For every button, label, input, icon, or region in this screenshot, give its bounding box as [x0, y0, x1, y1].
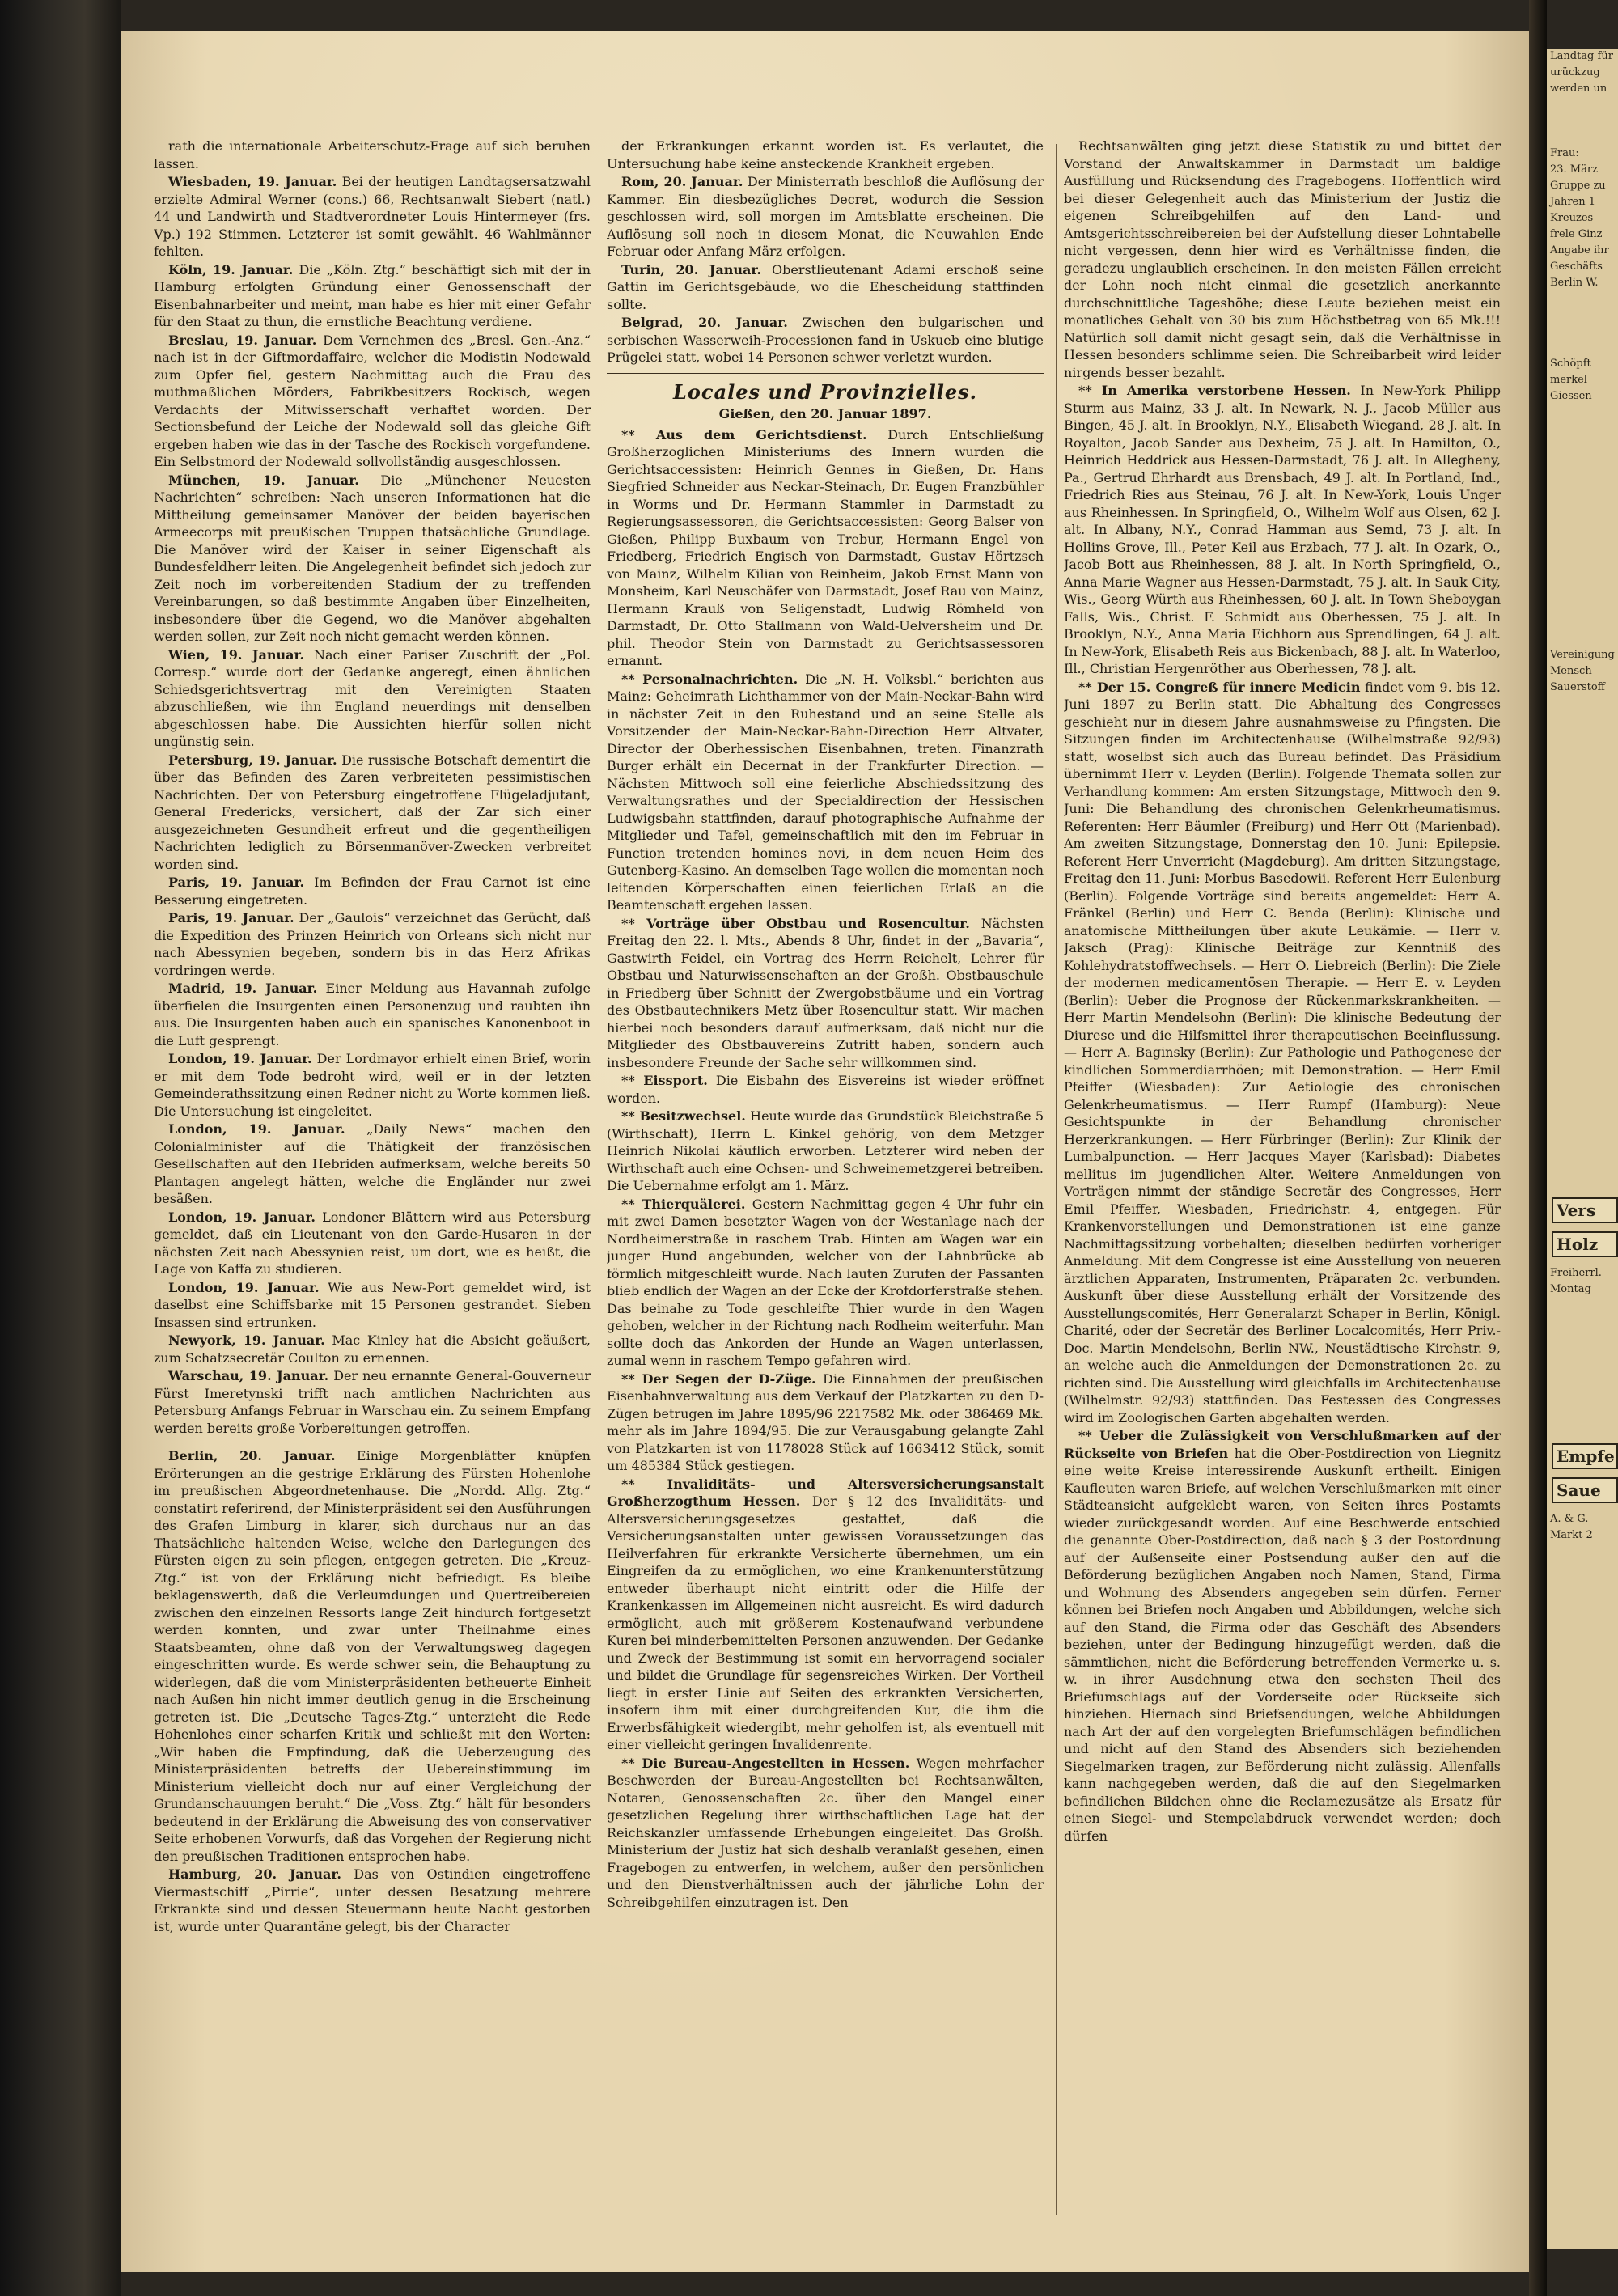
- item-heading: ** Invaliditäts- und Altersversicherungsanstalt Großherzogthum Hessen.: [607, 1476, 1044, 1509]
- local-item: [607, 1108, 1044, 1195]
- ad-box: Empfe: [1552, 1443, 1618, 1469]
- fragment: Montag: [1550, 1283, 1591, 1295]
- news-item: [154, 752, 591, 874]
- fragment: Sauerstoff: [1550, 681, 1605, 693]
- fragment: Freiherrl.: [1550, 1267, 1602, 1279]
- dateline: Wiesbaden, 19. Januar.: [168, 174, 337, 189]
- news-item: [154, 472, 591, 646]
- item-text: Heute wurde das Grundstück Bleichstraße 5 (Wirthschaft), Herrn L. Kinkel gehörig, von dem Metzger Heinrich Nikolai käuflich erworben. Letzterer wird neben der Wirthschaft auch eine Ochsen- und Schweinemetzgerei betreiben. Die Uebernahme erfolgt am 1. März.: [607, 1108, 1044, 1193]
- fragment: urückzug: [1550, 66, 1600, 78]
- news-text: Londoner Blättern wird aus Petersburg gemeldet, daß ein Lieutenant von den Garde-Husaren in der nächsten Zeit nach Abessynien reist, um dort, wie es heißt, die Lage von Kaffa zu studieren.: [154, 1209, 591, 1277]
- item-heading: ** Vorträge über Obstbau und Rosencultur.: [621, 915, 970, 931]
- fragment: merkel: [1550, 374, 1587, 386]
- news-item: [154, 173, 591, 261]
- local-item: [1064, 1427, 1501, 1845]
- news-text: Dem Vernehmen des „Bresl. Gen.-Anz.“ nach ist in der Giftmordaffaire, welcher die Modistin Nodewald zum Opfer fiel, gestern Nachmittag auch die Frau des muthmaßlichen Mörders, Fabrikbesitzers Rockisch, wegen Verdachts der Mitwisserschaft verhaftet worden. Der Sectionsbefund der Leiche der Nodewald soll das gleiche Gift ergeben haben wie das in der Tasche des Rockisch vorgefundene. Ein Selbstmord der Nodewald sollvollständig ausgeschlossen.: [154, 332, 591, 469]
- fragment: frele Ginz: [1550, 228, 1603, 240]
- news-item: [154, 1332, 591, 1366]
- column-1: [154, 138, 591, 2241]
- news-text: Nach einer Pariser Zuschrift der „Pol. Corresp.“ wurde dort der Gedanke angeregt, einen ähnlichen Schiedsgerichtsvertrag mit den Vereinigten Staaten abzuschließen, wie ihn England neuerdings mit denselben abgeschlossen habe. Die Aussichten hierfür sollen nicht ungünstig sein.: [154, 646, 591, 749]
- article-continuation: der Erkrankungen erkannt worden ist. Es verlautet, die Untersuchung habe keine ansteckende Krankheit ergeben.: [607, 138, 1044, 172]
- item-text: Der § 12 des Invaliditäts- und Altersversicherungsgesetzes gestattet, daß die Versicherungsanstalten unter gewissen Voraussetzungen das Heilverfahren für erkrankte Versicherte übernehmen, um ein Eingreifen da zu ermöglichen, wo eine Krankenunterstützung entweder überhaupt nicht eintritt oder die Hilfe der Krankenkassen im Allgemeinen nicht ausreicht. Es wird dadurch ermöglicht, auch mit größerem Kostenaufwand verbundene Kuren bei minderbemittelten Personen anzuwenden. Der Gedanke und Zweck der Bestimmung ist somit ein hervorragend socialer und bildet die Grundlage für segensreiches Wirken. Der Vortheil liegt in erster Linie auf Seiten des erkrankten Versicherten, insofern ihm mit einer durchgreifenden Kur, die ihm die Erwerbsfähigkeit wiedergibt, mehr geholfen ist, als eventuell mit einer vielleicht geringen Invalidenrente.: [607, 1493, 1044, 1752]
- item-heading: ** Der 15. Congreß für innere Medicin: [1078, 679, 1361, 695]
- item-heading: ** Thierquälerei.: [621, 1196, 746, 1212]
- dateline: London, 19. Januar.: [168, 1279, 320, 1295]
- news-text: Die russische Botschaft dementirt die über das Befinden des Zaren verbreiteten pessimistischen Nachrichten. Der von Petersburg eingetroffene Flügeladjutant, General Fredericks, versichert, daß der Zar sich einer ausgezeichneten Gesundheit erfreut und die gegentheiligen Nachrichten lediglich zu Börsenmanöver-Zwecken verbreitet worden sind.: [154, 752, 591, 872]
- fragment: Giessen: [1550, 390, 1592, 402]
- dateline: München, 19. Januar.: [168, 472, 359, 488]
- item-text: Die Einnahmen der preußischen Eisenbahnverwaltung aus dem Verkauf der Platzkarten zu den D-Zügen betrugen im Jahre 1895/96 2217582 Mk. oder 386469 Mk. mehr als im Jahre 1894/95. Die zur Verausgabung gelangte Zahl von Platzkarten ist von 1178028 Stück auf 1663412 Stück, somit um 485384 Stück gestiegen.: [607, 1370, 1044, 1473]
- column-3: [1064, 138, 1501, 2241]
- news-text: Die „Köln. Ztg.“ beschäftigt sich mit der in Hamburg erfolgten Gründung einer Genossenschaft der Eisenbahnarbeiter und meint, man habe es hier mit einer Gefahr für den Staat zu thun, die ernstliche Beachtung verdiene.: [154, 261, 591, 329]
- fragment: Vereinigung: [1550, 649, 1615, 661]
- column-2: [607, 138, 1044, 2241]
- dateline: Hamburg, 20. Januar.: [168, 1866, 341, 1882]
- news-text: Der Ministerrath beschloß die Auflösung der Kammer. Ein diesbezügliches Decret, wodurch die Session geschlossen wird, soll morgen im Amtsblatte erscheinen. Die Auflösung soll noch in diesem Monat, die Neuwahlen Ende Februar oder Anfang März erfolgen.: [607, 174, 1044, 259]
- news-item: [154, 332, 591, 471]
- news-text: Zwischen den bulgarischen und serbischen Wasserweih-Processionen fand in Uskueb eine blutige Prügelei statt, wobei 14 Personen schwer verletzt wurden.: [607, 315, 1044, 365]
- item-text: Nächsten Freitag den 22. l. Mts., Abends 8 Uhr, findet in der „Bavaria“, Gastwirth Feidel, ein Vortrag des Herrn Reichelt, Lehrer für Obstbau und Naturwissenschaften an der Großh. Obstbauschule in Friedberg über Schnitt der Zwergobstbäume und ein Vortrag des Obstbautechnikers Metz über Rosencultur statt. Wir machen hierbei noch besonders darauf aufmerksam, daß nicht nur die Mitglieder des Obstbauvereins Zutritt haben, sondern auch insbesondere Freunde der Sache sehr willkommen sind.: [607, 915, 1044, 1070]
- dateline: Wien, 19. Januar.: [168, 646, 305, 663]
- fragment: Geschäfts: [1550, 261, 1603, 273]
- dateline: Turin, 20. Januar.: [621, 261, 761, 277]
- news-text: Wie aus New-Port gemeldet wird, ist daselbst eine Schiffsbarke mit 15 Personen gestrandet. Sieben Insassen sind ertrunken.: [154, 1279, 591, 1330]
- news-item: [154, 1120, 591, 1208]
- fragment: Angabe ihr: [1550, 244, 1609, 256]
- adjacent-page-edge: [1547, 49, 1618, 2249]
- section-title: Locales und Provinzielles.: [673, 379, 977, 404]
- item-heading: ** Personalnachrichten.: [621, 671, 798, 687]
- item-text: Durch Entschließung Großherzoglichen Ministeriums des Innern wurden die Gerichtsaccessisten: Heinrich Gennes in Gießen, Dr. Hans Siegfried Schneider aus Neckar-Steinach, Dr. Eugen Franzbühler in Worms und Dr. Hermann Stammler in Darmstadt zu Regierungsassessoren, die Gerichtsaccessisten: Georg Balser von Gießen, Philipp Buxbaum von Trebur, Hermann Engel von Friedberg, Friedrich Engisch von Darmstadt, Gustav Hörtzsch von Mainz, Wilhelm Kilian von Reinheim, Jakob Ernst Mann von Monsheim, Karl Neuschäfer von Darmstadt, Josef Rau von Mainz, Hermann Krauß von Seligenstadt, Ludwig Römheld von Darmstadt, Dr. Otto Stallmann von Wald-Uelversheim und Dr. phil. Theodor Stein von Darmstadt zu Gerichtsassessoren ernannt.: [607, 426, 1044, 668]
- column-rule-2: [1056, 144, 1057, 2215]
- local-item: [607, 1072, 1044, 1107]
- news-item: [154, 261, 591, 331]
- fragment: Gruppe zu: [1550, 180, 1606, 192]
- news-item: [607, 173, 1044, 261]
- book-binding: [0, 0, 121, 2296]
- item-heading: ** Ueber die Zulässigkeit von Verschlußmarken auf der Rückseite von Briefen: [1064, 1428, 1501, 1461]
- item-heading: ** In Amerika verstorbene Hessen.: [1078, 383, 1351, 398]
- local-item: [607, 671, 1044, 914]
- item-heading: ** Der Segen der D-Züge.: [621, 1370, 816, 1387]
- fragment: Markt 2: [1550, 1529, 1593, 1541]
- news-text: Oberstlieutenant Adami erschoß seine Gattin im Gerichtsgebäude, wo die Ehescheidung stattfinden sollte.: [607, 261, 1044, 312]
- news-text: Mac Kinley hat die Absicht geäußert, zum Schatzsecretär Coulton zu ernennen.: [154, 1332, 591, 1366]
- fragment: Landtag für: [1550, 50, 1613, 62]
- news-item: [154, 1447, 591, 1865]
- news-item: [607, 314, 1044, 366]
- news-item: [154, 874, 591, 909]
- fragment: Mensch: [1550, 665, 1592, 677]
- dateline: Berlin, 20. Januar.: [168, 1448, 336, 1464]
- local-dateline: Gießen, den 20. Januar 1897.: [718, 406, 932, 421]
- item-text: hat die Ober-Postdirection von Liegnitz eine weite Kreise interessirende Auskunft ertheilt. Einigen Kaufleuten waren Briefe, auf welchen Verschlußmarken mit einer Städteansicht aufgeklebt waren, von Seiten ihres Postamts wieder zurückgesandt worden. Auf eine Beschwerde entschied die genannte Ober-Postdirection, daß nach § 3 der Postordnung auf der Außenseite einer Postsendung außer den auf die Beförderung bezüglichen Angaben noch Namen, Stand, Firma und Wohnung des Absenders angegeben sein dürfen. Ferner können bei Briefen noch Angaben und Abbildungen, welche sich auf den Stand, die Firma oder das Geschäft des Absenders beziehen, unter der Bedingung hinzugefügt werden, daß die sämmtlichen, nicht die Beförderung betreffenden Vermerke u. s. w. in ihrer Ausdehnung etwa den sechsten Theil des Briefumschlags auf der Vorderseite oder Rückseite sich hinziehen. Hiernach sind Briefsendungen, welche Abbildungen nach Art der auf den vorgelegten Briefumschlägen befindlichen und nicht auf den Stand des Absenders sich beziehenden Siegelmarken tragen, zur Beförderung nicht zulässig. Allenfalls kann nachgegeben werden, daß die auf den Siegelmarken befindlichen Bildchen ohne die Reclamezusätze als Ersatz für einen Siegel- und Stempelabdruck verwendet werden; doch dürfen: [1064, 1445, 1501, 1844]
- ad-box: Vers: [1552, 1197, 1618, 1223]
- news-text: Einige Morgenblätter knüpfen Erörterungen an die gestrige Erklärung des Fürsten Hohenlohe im preußischen Abgeordnetenhause. Die „Nordd. Allg. Ztg.“ constatirt referirend, der Ministerpräsident sei den Ausführungen des Grafen Limburg in klarer, sich durchaus nur an das Thatsächliche haltenden Weise, welche den Darlegungen des Fürsten eigen zu sein pflegen, entgegen getreten. Die „Kreuz-Ztg.“ ist von der Erklärung nicht befriedigt. Es bleibe beklagenswerth, daß die Verleumdungen und Quertreibereien zwischen den einzelnen Ressorts lange Zeit hindurch fortgesetzt werden konnten, und zwar unter Theilnahme eines Staatsbeamten, ohne daß von der Verwaltungsweg dagegen eingeschritten wurde. Es werde schwer sein, die Behauptung zu widerlegen, daß die vom Ministerpräsidenten betheuerte Einheit nach Außen hin nicht immer deutlich genug in die Erscheinung getreten ist. Die „Deutsche Tages-Ztg.“ unterzieht die Rede Hohenlohes einer scharfen Kritik und schließt mit den Worten: „Wir haben die Empfindung, daß die Ueberzeugung des Ministerpräsidenten betreffs der Uebereinstimmung im Ministerium vielleicht doch nur auf einer Vergleichung der Grundanschauungen beruht.“ Die „Voss. Ztg.“ hält für besonders bedeutend in der Erklärung die Abweisung des von conservativer Seite erhobenen Vorwurfs, daß das Vorgehen der Regierung nicht den preußischen Traditionen entsprochen habe.: [154, 1448, 591, 1864]
- dateline: Petersburg, 19. Januar.: [168, 752, 337, 768]
- news-item: [607, 261, 1044, 314]
- dateline: Warschau, 19. Januar.: [168, 1368, 329, 1383]
- dateline: Breslau, 19. Januar.: [168, 332, 317, 348]
- dateline: Paris, 19. Januar.: [168, 910, 294, 926]
- ad-box: Holz: [1552, 1231, 1618, 1257]
- book-gutter: [1529, 0, 1547, 2296]
- article-continuation: Rechtsanwälten ging jetzt diese Statistik zu und bittet der Vorstand der Anwaltskammer in Darmstadt um baldige Ausfüllung und Rücksendung des Fragebogens. Hoffentlich wird bei dieser Gelegenheit auch das Ministerium der Justiz die eigenen Schreibgehilfen auf den Land- und Amtsgerichtsschreibereien bei der Aufstellung dieser Lohntabelle nicht vergessen, denn hier wird es Verhältnisse finden, die geradezu unglaublich erscheinen. In den meisten Fällen erreicht der Lohn noch nicht einmal die gesetzlich anerkannte durchschnittliche Tageshöhe; diese Leute beziehen meist ein monatliches Gehalt von 30 bis zum Höchstbetrag von 65 Mk.!!! Natürlich soll damit nicht gesagt sein, daß die Verhältnisse in Hessen besonders schlimme seien. Die Schreibarbeit wird leider nirgends besser bezahlt.: [1064, 138, 1501, 380]
- item-heading: ** Die Bureau-Angestellten in Hessen.: [621, 1755, 910, 1771]
- dateline: London, 19. Januar.: [168, 1051, 312, 1066]
- article-continuation: rath die internationale Arbeiterschutz-Frage auf sich beruhen lassen.: [154, 138, 591, 172]
- news-item: [154, 1050, 591, 1120]
- dateline: Madrid, 19. Januar.: [168, 981, 318, 996]
- dateline: Belgrad, 20. Januar.: [621, 315, 788, 330]
- item-text: Die Eisbahn des Eisvereins ist wieder eröffnet worden.: [607, 1073, 1044, 1106]
- news-text: Einer Meldung aus Havannah zufolge überfielen die Insurgenten einen Personenzug und raubten ihn aus. Die Insurgenten haben auch ein spanisches Kanonenboot in die Luft gesprengt.: [154, 981, 591, 1048]
- local-item: [607, 915, 1044, 1072]
- fragment: A. & G.: [1550, 1513, 1589, 1525]
- fragment: Kreuzes: [1550, 212, 1594, 224]
- local-item: [607, 1196, 1044, 1370]
- newspaper-page: [121, 31, 1529, 2272]
- dateline: Newyork, 19. Januar.: [168, 1332, 325, 1348]
- local-item: [1064, 382, 1501, 678]
- news-item: [154, 1279, 591, 1332]
- local-item: [607, 1370, 1044, 1475]
- fragment: Jahren 1: [1550, 196, 1596, 208]
- news-text: Im Befinden der Frau Carnot ist eine Besserung eingetreten.: [154, 875, 591, 908]
- dateline: Rom, 20. Januar.: [621, 174, 743, 189]
- fragment: werden un: [1550, 83, 1607, 95]
- news-item: [154, 646, 591, 751]
- section-divider: [607, 373, 1044, 375]
- dateline: London, 19. Januar.: [168, 1121, 345, 1137]
- local-item: [607, 426, 1044, 670]
- news-item: [154, 909, 591, 979]
- item-text: In New-York Philipp Sturm aus Mainz, 33 J. alt. In Newark, N. J., Jacob Müller aus Bingen, 45 J. alt. In Brooklyn, N.Y., Elisabeth Wiegand, 28 J. alt. In Royalton, Jacob Sander aus Dexheim, 75 J. alt. In Hamilton, O., Heinrich Heddrick aus Hessen-Darmstadt, 76 J. alt. In Allegheny, Pa., Gertrud Ehrhardt aus Brensbach, 49 J. alt. In Portland, Ind., Friedrich Ries aus Steinau, 76 J. alt. In New-York, Louis Unger aus Rheinhessen. In Springfield, O., Wilhelm Wolf aus Olsen, 62 J. alt. In Albany, N.Y., Conrad Hamman aus Semd, 73 J. alt. In Hollins Grove, Ill., Peter Keil aus Erzbach, 77 J. alt. In Ozark, O., Jacob Bott aus Rheinhessen, 88 J. alt. In North Springfield, O., Anna Marie Wagner aus Hessen-Darmstadt, 75 J. alt. In Sauk City, Wis., Georg Würth aus Rheinhessen, 60 J. alt. In Town Sheboygan Falls, Wis., Christ. F. Schmidt aus Oberhessen, 75 J. alt. In Brooklyn, N.Y., Anna Maria Eichhorn aus Sprendlingen, 64 J. alt. In New-York, Elisabeth Reis aus Bickenbach, 88 J. alt. In Waterloo, Ill., Christian Hergenröther aus Oberhessen, 78 J. alt.: [1064, 383, 1501, 676]
- news-text: Der neu ernannte General-Gouverneur Fürst Imeretynski trifft nach amtlichen Nachrichten aus Petersburg Anfangs Februar in Warschau ein. Zu seinem Empfang werden bereits große Vorbereitungen getroffen.: [154, 1368, 591, 1436]
- news-text: Die „Münchener Neuesten Nachrichten“ schreiben: Nach unseren Informationen hat die Mittheilung gemeinsamer Manöver der beiden bayerischen Armeecorps mit preußischen Truppen thatsächliche Grundlage. Die Manöver wird der Kaiser in seiner Eigenschaft als Bundesfeldherr leiten. Die Angelegenheit befindet sich jedoch zur Zeit noch im vorbereitenden Stadium der zu treffenden Vereinbarungen, so daß bestimmte Angaben über Einzelheiten, insbesondere über die Gegend, wo die Manöver abgehalten werden sollen, zur Zeit noch nicht gemacht werden können.: [154, 472, 591, 644]
- item-heading: ** Eissport.: [621, 1073, 708, 1088]
- item-text: findet vom 9. bis 12. Juni 1897 zu Berlin statt. Die Abhaltung des Congresses geschieht nur in diesem Jahre ausnahmsweise zu Pfingsten. Die Sitzungen finden im Architectenhause (Wilhelmstraße 92/93) statt, woselbst sich auch das Bureau befindet. Das Präsidium übernimmt Herr v. Leyden (Berlin). Folgende Themata sollen zur Verhandlung kommen: Am ersten Sitzungstage, Mittwoch den 9. Juni: Die Behandlung des chronischen Gelenkrheumatismus. Referenten: Herr Bäumler (Freiburg) und Herr Ott (Marienbad). Am zweiten Sitzungstage, Donnerstag den 10. Juni: Epilepsie. Referent Herr Unverricht (Magdeburg). Am dritten Sitzungstage, Freitag den 11. Juni: Morbus Basedowii. Referent Herr Eulenburg (Berlin). Folgende Vorträge sind bereits angemeldet: Herr A. Fränkel (Berlin) und Herr C. Benda (Berlin): Klinische und anatomische Mittheilungen über akute Leukämie. — Herr v. Jaksch (Prag): Klinische Beiträge zur Kenntniß des Kohlehydratstoffwechsels. — Herr O. Liebreich (Berlin): Die Ziele der modernen medicamentösen Therapie. — Herr E. v. Leyden (Berlin): Ueber die Prognose der Rückenmarkskrankheiten. — Herr Martin Mendelsohn (Berlin): Die klinische Bedeutung der Diurese und die Hilfsmittel ihrer therapeutischen Beeinflussung. — Herr A. Baginsky (Berlin): Zur Pathologie und Pathogenese der kindlichen Sommerdiarrhöen; mit Demonstration. — Herr Emil Pfeiffer (Wiesbaden): Zur Aetiologie des chronischen Gelenkrheumatismus. — Herr Rumpf (Hamburg): Neue Gesichtspunkte in der Behandlung chronischer Herzerkrankungen. — Herr Fürbringer (Berlin): Zur Klinik der Lumbalpunction. — Herr Jacques Mayer (Karlsbad): Diabetes mellitus im jugendlichen Alter. Weitere Anmeldungen von Vorträgen nimmt der ständige Secretär des Congresses, Herr Emil Pfeiffer, Wiesbaden, Friedrichstr. 4, entgegen. Für Krankenvorstellungen und Demonstrationen ist eine ganze Nachmittagssitzung vorbehalten; dieselben bedürfen vorheriger Anmeldung. Mit dem Congresse ist eine Ausstellung von neueren ärztlichen Apparaten, Instrumenten, Präparaten 2c. verbunden. Auskunft über diese Ausstellung erhält der Vorsitzende des Ausstellungscomités, Herr Generalarzt Schaper in Berlin, Königl. Charité, oder der Secretär des Berliner Localcomités, Herr Priv.-Doc. Martin Mendelsohn, Berlin NW., Neustädtische Kirchstr. 9, an welche auch die Anmeldungen der Demonstrationen 2c. zu richten sind. Die Ausstellung wird gleichfalls im Architectenhause (Wilhelmstr. 92/93) stattfinden. Das Festessen des Congresses wird im Zoologischen Garten abgehalten werden.: [1064, 679, 1501, 1425]
- news-item: [154, 1209, 591, 1278]
- item-text: Wegen mehrfacher Beschwerden der Bureau-Angestellten bei Rechtsanwälten, Notaren, Genossenschaften 2c. über den Mangel einer gesetzlichen Regelung ihrer wirthschaftlichen Lage hat der Reichskanzler umfassende Erhebungen eingeleitet. Das Großh. Ministerium der Justiz hat sich deshalb veranlaßt gesehen, einen Fragebogen zu entwerfen, in welchem, außer den persönlichen und den Dienstverhältnissen auch der jährliche Lohn der Schreibgehilfen einzutragen ist. Den: [607, 1755, 1044, 1910]
- local-item: [607, 1476, 1044, 1754]
- dateline: Köln, 19. Januar.: [168, 261, 294, 277]
- news-text: „Daily News“ machen den Colonialminister auf die Thätigkeit der französischen Gesellschaften auf den Hebriden aufmerksam, welche bereits 50 Plantagen angelegt hätten, welche die Engländer nur zwei besäßen.: [154, 1121, 591, 1206]
- news-item: [154, 980, 591, 1049]
- local-item: [607, 1755, 1044, 1912]
- news-item: [154, 1866, 591, 1935]
- local-item: [1064, 679, 1501, 1427]
- item-text: Die „N. H. Volksbl.“ berichten aus Mainz: Geheimrath Lichthammer von der Main-Neckar-Bahn wird in nächster Zeit in den Ruhestand und an seine Stelle als Vorsitzender der Main-Neckar-Bahn-Direction Herr Altvater, Director der Oberhessischen Eisenbahnen, treten. Finanzrath Burger erhält ein Decernat in der Frankfurter Direction. — Nächsten Mittwoch soll eine feierliche Abschiedssitzung des Verwaltungsrathes und der Specialdirection der Hessischen Ludwigsbahn stattfinden, darauf photographische Aufnahme der Mitglieder und Tafel, gemeinschaftlich mit den im Februar in Function tretenden homines novi, in dem neuen Heim des Gutenberg-Kasino. An demselben Tage wollen die momentan noch leitenden Körperschaften einen feierlichen Erlaß an die Beamtenschaft ergehen lassen.: [607, 671, 1044, 913]
- item-text: Gestern Nachmittag gegen 4 Uhr fuhr ein mit zwei Damen besetzter Wagen von der Westanlage nach der Nordheimerstraße in raschem Trab. Hinten am Wagen war ein junger Hund angebunden, welcher von der Lahnbrücke ab förmlich mitgeschleift wurde. Nach lauten Zurufen der Passanten blieb endlich der Wagen an der Ecke der Krofdorferstraße stehen. Das beinahe zu Tode geschleifte Thier wurde in den Wagen gehoben, welcher in der Richtung nach Rodheim weiterfuhr. Man sollte doch das Ankorden der Hunde an Wagen unterlassen, zumal wenn in raschem Tempo gefahren wird.: [607, 1196, 1044, 1368]
- news-text: Der „Gaulois“ verzeichnet das Gerücht, daß die Expedition des Prinzen Heinrich von Orleans sich nicht nur nach Abessynien begeben, sondern bis in das Herz Afrikas vordringen werde.: [154, 910, 591, 978]
- news-text: Bei der heutigen Landtagsersatzwahl erzielte Admiral Werner (cons.) 66, Rechtsanwalt Siebert (natl.) 44 und Landwirth und Stadtverordneter Louis Hintermeyer (frs. Vp.) 192 Stimmen. Letzterer ist somit gewählt. 46 Wahlmänner fehlten.: [154, 174, 591, 259]
- ad-box: Saue: [1552, 1477, 1618, 1503]
- fragment: 23. März: [1550, 163, 1598, 176]
- fragment: Schöpft: [1550, 358, 1591, 370]
- fragment: Berlin W.: [1550, 277, 1599, 289]
- item-heading: ** Besitzwechsel.: [621, 1108, 746, 1124]
- news-item: [154, 1367, 591, 1437]
- dateline: London, 19. Januar.: [168, 1209, 316, 1225]
- item-heading: ** Aus dem Gerichtsdienst.: [621, 426, 867, 443]
- news-text: Das von Ostindien eingetroffene Viermastschiff „Pirrie“, unter dessen Besatzung mehrere Erkrankte sind und dessen Steuermann heute Nacht gestorben ist, wurde unter Quarantäne gelegt, bis der Character: [154, 1866, 591, 1934]
- fragment: Frau:: [1550, 147, 1579, 159]
- dateline: Paris, 19. Januar.: [168, 875, 305, 890]
- news-text: Der Lordmayor erhielt einen Brief, worin er mit dem Tode bedroht wird, weil er in der letzten Gemeinderathssitzung einen Redner nicht zu Worte kommen ließ. Die Untersuchung ist eingeleitet.: [154, 1051, 591, 1119]
